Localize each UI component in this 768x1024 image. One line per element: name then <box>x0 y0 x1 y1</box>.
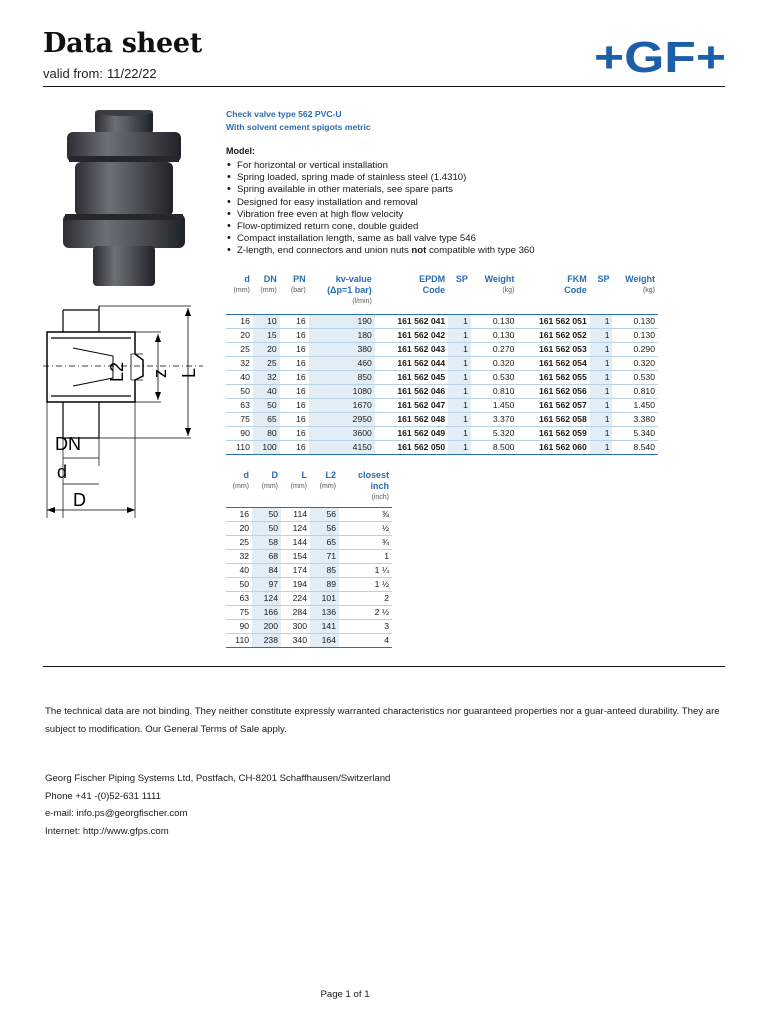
table-row <box>226 356 658 370</box>
col-header-weight: Weight (kg) <box>625 274 655 294</box>
table-cell: 161 562 053 <box>517 342 589 356</box>
drawing-label-dn: DN <box>55 434 81 454</box>
drawing-label-D-outer: D <box>73 490 86 510</box>
table-cell: 65 <box>253 412 280 426</box>
table-cell: 340 <box>281 633 310 647</box>
table-cell: 154 <box>281 549 310 563</box>
table-row <box>226 591 392 605</box>
table-cell: 50 <box>252 507 281 521</box>
table-cell: 50 <box>226 384 253 398</box>
table-cell: 16 <box>280 356 309 370</box>
table-cell: 161 562 058 <box>517 412 589 426</box>
table-cell: 0.130 <box>471 314 518 328</box>
feature-item: • Designed for easy installation and removal <box>226 197 535 209</box>
table-cell: 194 <box>281 577 310 591</box>
table-row <box>226 384 658 398</box>
table-cell: 1.450 <box>471 398 518 412</box>
table-cell: 100 <box>253 440 280 454</box>
phone-number: Phone +41 -(0)52-631 1111 <box>45 790 162 802</box>
table-row <box>226 633 392 647</box>
table-cell: 161 562 046 <box>375 384 448 398</box>
table-cell: 90 <box>226 619 252 633</box>
table-cell: 114 <box>281 507 310 521</box>
table-cell: 84 <box>252 563 281 577</box>
table-cell: 1 <box>590 314 613 328</box>
table-cell: 161 562 041 <box>375 314 448 328</box>
drawing-label-d: d <box>57 462 68 482</box>
table-cell: 1 ¼ <box>339 563 392 577</box>
logo-text: +GF+ <box>594 36 726 78</box>
drawing-label-L: L <box>179 367 199 378</box>
table-row <box>226 370 658 384</box>
drawing-label-L2: L2 <box>107 361 127 382</box>
table-cell: 161 562 060 <box>517 440 589 454</box>
table-cell: 174 <box>281 563 310 577</box>
footer-rule <box>43 666 725 667</box>
table-cell: 1 <box>590 412 613 426</box>
col-header-fkm: FKM Code <box>564 274 587 295</box>
table-cell: 2950 <box>309 412 375 426</box>
table-cell: 8.500 <box>471 440 518 454</box>
gf-logo <box>594 36 726 78</box>
table-cell: 16 <box>280 384 309 398</box>
company-address: Georg Fischer Piping Systems Ltd, Postfach, CH-8201 Schaffhausen/Switzerland <box>45 773 391 784</box>
table-cell: 0.810 <box>612 384 658 398</box>
table-cell: 141 <box>310 619 339 633</box>
table-cell: 71 <box>310 549 339 563</box>
table-cell: 3.380 <box>612 412 658 426</box>
table-cell: 850 <box>309 370 375 384</box>
table-cell: 1 <box>590 426 613 440</box>
table-cell: 1 <box>448 342 471 356</box>
page-title: Data sheet <box>43 28 202 59</box>
table-cell: 3.370 <box>471 412 518 426</box>
dimension-table <box>226 470 392 648</box>
table-cell: 16 <box>226 507 252 521</box>
table-cell: 68 <box>252 549 281 563</box>
table-row <box>226 314 658 328</box>
table-cell: 110 <box>226 440 253 454</box>
table-cell: 144 <box>281 535 310 549</box>
table-cell: 63 <box>226 398 253 412</box>
table-cell: 1 ½ <box>339 577 392 591</box>
feature-item: • Compact installation length, same as ball valve type 546 <box>226 233 535 245</box>
table-cell: 190 <box>309 314 375 328</box>
table-cell: 90 <box>226 426 253 440</box>
table-row <box>226 619 392 633</box>
table-cell: 75 <box>226 605 252 619</box>
table-cell: 1080 <box>309 384 375 398</box>
table-cell: 1 <box>448 370 471 384</box>
table-cell: 0.130 <box>612 328 658 342</box>
valid-date: 11/22/22 <box>106 66 157 81</box>
col-header-closest-inch: closest inch (inch) <box>357 470 389 501</box>
website-link[interactable]: Internet: http://www.gfps.com <box>45 825 169 837</box>
table-cell: 161 562 057 <box>517 398 589 412</box>
table-cell: 20 <box>226 521 252 535</box>
table-cell: 460 <box>309 356 375 370</box>
table-cell: 2 <box>339 591 392 605</box>
table-row <box>226 549 392 563</box>
feature-list <box>226 160 535 258</box>
table-cell: 0.270 <box>471 342 518 356</box>
table-cell: 56 <box>310 521 339 535</box>
valid-label: valid from: <box>43 66 103 81</box>
table-cell: 166 <box>252 605 281 619</box>
table-cell: 16 <box>280 398 309 412</box>
table-cell: 89 <box>310 577 339 591</box>
table-cell: 300 <box>281 619 310 633</box>
table-cell: 65 <box>310 535 339 549</box>
table-cell: 40 <box>226 370 253 384</box>
table-cell: 0.290 <box>612 342 658 356</box>
table-cell: 1 <box>590 370 613 384</box>
table-cell: 161 562 047 <box>375 398 448 412</box>
table-cell: 50 <box>252 521 281 535</box>
feature-item: • For horizontal or vertical installation <box>226 160 535 172</box>
col-header-epdm: EPDM Code <box>419 274 446 295</box>
table-cell: 161 562 054 <box>517 356 589 370</box>
table-row <box>226 412 658 426</box>
table-cell: 97 <box>252 577 281 591</box>
col-header-weight: Weight (kg) <box>484 274 515 294</box>
table-cell: 3600 <box>309 426 375 440</box>
table-cell: 1 <box>590 398 613 412</box>
table-cell: 161 562 050 <box>375 440 448 454</box>
table-cell: 161 562 051 <box>517 314 589 328</box>
table-cell: 161 562 056 <box>517 384 589 398</box>
table-cell: 124 <box>281 521 310 535</box>
table-cell: 161 562 052 <box>517 328 589 342</box>
col-header-pn: PN (bar) <box>290 274 306 294</box>
table-cell: 161 562 048 <box>375 412 448 426</box>
table-cell: 75 <box>226 412 253 426</box>
table-cell: 25 <box>226 535 252 549</box>
table-cell: 224 <box>281 591 310 605</box>
table-cell: 124 <box>252 591 281 605</box>
disclaimer-text: The technical data are not binding. They neither constitute expressly warranted characteristics nor guaranteed properties nor a guar-anteed durability. They are subject to modification. Our General Terms of Sale apply. <box>45 706 720 735</box>
table-cell: 1 <box>448 356 471 370</box>
table-cell: 200 <box>252 619 281 633</box>
table-cell: 2 ½ <box>339 605 392 619</box>
table-cell: 161 562 055 <box>517 370 589 384</box>
table-row <box>226 577 392 591</box>
table-cell: 4 <box>339 633 392 647</box>
table-cell: 50 <box>226 577 252 591</box>
table-row <box>226 328 658 342</box>
table-row <box>226 440 658 454</box>
feature-item: • Z-length, end connectors and union nuts not compatible with type 360 <box>226 245 535 257</box>
table-cell: 1 <box>590 356 613 370</box>
table-cell: 50 <box>253 398 280 412</box>
col-header-dn: DN (mm) <box>260 274 277 294</box>
header-rule <box>43 86 725 87</box>
table-cell: 32 <box>253 370 280 384</box>
col-header-d: d (mm) <box>232 470 249 490</box>
table-cell: 16 <box>280 440 309 454</box>
specification-table-header <box>226 274 658 307</box>
table-cell: 32 <box>226 549 252 563</box>
feature-item: • Flow-optimized return cone, double guided <box>226 221 535 233</box>
table-cell: 1 <box>339 549 392 563</box>
table-cell: 5.320 <box>471 426 518 440</box>
table-cell: 164 <box>310 633 339 647</box>
table-cell: 32 <box>226 356 253 370</box>
table-cell: 4150 <box>309 440 375 454</box>
product-photo <box>45 110 203 290</box>
table-cell: 80 <box>253 426 280 440</box>
table-cell: 161 562 059 <box>517 426 589 440</box>
table-cell: 8.540 <box>612 440 658 454</box>
table-cell: 16 <box>280 314 309 328</box>
table-cell: 1 <box>448 440 471 454</box>
table-cell: 1 <box>448 412 471 426</box>
table-cell: 180 <box>309 328 375 342</box>
table-cell: 161 562 042 <box>375 328 448 342</box>
table-cell: ¾ <box>339 535 392 549</box>
table-cell: 161 562 045 <box>375 370 448 384</box>
email-address[interactable]: e-mail: info.ps@georgfischer.com <box>45 808 188 820</box>
table-cell: 284 <box>281 605 310 619</box>
table-cell: 1670 <box>309 398 375 412</box>
table-cell: 56 <box>310 507 339 521</box>
table-cell: 10 <box>253 314 280 328</box>
feature-item: • Vibration free even at high flow velocity <box>226 209 535 221</box>
col-header-L: L (mm) <box>290 470 307 490</box>
product-title <box>226 108 371 133</box>
table-cell: 25 <box>226 342 253 356</box>
table-cell: ⅜ <box>339 507 392 521</box>
model-heading: Model: <box>226 146 255 156</box>
table-row <box>226 507 392 521</box>
table-cell: 85 <box>310 563 339 577</box>
table-cell: 1 <box>590 440 613 454</box>
table-cell: 0.530 <box>612 370 658 384</box>
table-cell: 0.130 <box>612 314 658 328</box>
specification-table <box>226 274 658 455</box>
table-cell: 110 <box>226 633 252 647</box>
table-cell: 63 <box>226 591 252 605</box>
table-cell: 3 <box>339 619 392 633</box>
table-cell: 1 <box>448 426 471 440</box>
table-cell: 40 <box>226 563 252 577</box>
table-row <box>226 605 392 619</box>
page-number: Page 1 of 1 <box>320 989 370 1000</box>
table-cell: 16 <box>280 342 309 356</box>
table-cell: 1 <box>590 328 613 342</box>
table-cell: 16 <box>280 328 309 342</box>
table-cell: 161 562 043 <box>375 342 448 356</box>
table-cell: 0.320 <box>612 356 658 370</box>
table-cell: 15 <box>253 328 280 342</box>
table-row <box>226 535 392 549</box>
col-header-kv: kv-value (Δp=1 bar) (l/min) <box>327 274 372 305</box>
table-row <box>226 521 392 535</box>
table-cell: 1 <box>590 384 613 398</box>
col-header-sp: SP <box>597 274 610 284</box>
table-cell: 5.340 <box>612 426 658 440</box>
col-header-sp: SP <box>455 274 468 284</box>
table-row <box>226 426 658 440</box>
table-cell: 20 <box>226 328 253 342</box>
table-cell: 161 562 049 <box>375 426 448 440</box>
table-cell: 161 562 044 <box>375 356 448 370</box>
dimension-drawing <box>43 298 205 526</box>
feature-item: • Spring loaded, spring made of stainless steel (1.4310) <box>226 172 535 184</box>
table-row <box>226 398 658 412</box>
table-cell: 25 <box>253 356 280 370</box>
table-cell: 58 <box>252 535 281 549</box>
table-cell: 0.810 <box>471 384 518 398</box>
table-cell: 16 <box>280 412 309 426</box>
contact-block <box>45 770 390 840</box>
table-cell: ½ <box>339 521 392 535</box>
drawing-label-z: z <box>150 369 170 378</box>
valid-from <box>43 66 157 81</box>
table-cell: 101 <box>310 591 339 605</box>
table-cell: 1 <box>448 314 471 328</box>
table-cell: 0.530 <box>471 370 518 384</box>
table-cell: 380 <box>309 342 375 356</box>
table-cell: 1 <box>448 384 471 398</box>
table-cell: 1 <box>590 342 613 356</box>
product-title-line2: With solvent cement spigots metric <box>226 121 371 132</box>
table-cell: 1 <box>448 328 471 342</box>
table-row <box>226 563 392 577</box>
table-cell: 1 <box>448 398 471 412</box>
table-cell: 16 <box>280 426 309 440</box>
feature-item: • Spring available in other materials, see spare parts <box>226 184 535 196</box>
table-cell: 238 <box>252 633 281 647</box>
col-header-L2: L2 (mm) <box>319 470 336 490</box>
table-cell: 40 <box>253 384 280 398</box>
table-cell: 0.320 <box>471 356 518 370</box>
table-cell: 136 <box>310 605 339 619</box>
table-cell: 0.130 <box>471 328 518 342</box>
product-title-line1: Check valve type 562 PVC-U <box>226 109 342 119</box>
table-row <box>226 342 658 356</box>
table-cell: 1.450 <box>612 398 658 412</box>
table-cell: 16 <box>226 314 253 328</box>
table-cell: 20 <box>253 342 280 356</box>
col-header-D: D (mm) <box>261 470 278 490</box>
col-header-d: d (mm) <box>233 274 250 294</box>
dimension-table-header <box>226 470 392 503</box>
table-cell: 16 <box>280 370 309 384</box>
